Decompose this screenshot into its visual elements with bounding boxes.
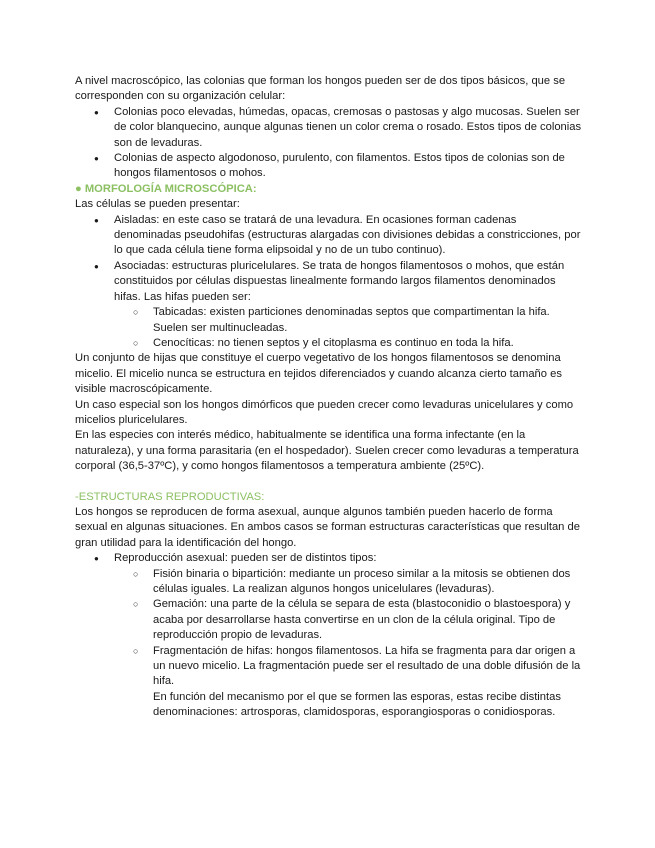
micelio-paragraph: Un conjunto de hijas que constituye el cuerpo vegetativo de los hongos filamentosos se denomina micelio. El micelio nunca se estructura en tejidos diferenciados y cuando alcanza cierto tamaño es visible macroscópicamente.: [75, 352, 562, 396]
list-item: [75, 259, 585, 305]
list-item: ● Colonias de aspecto algodonoso, purulento, con filamentos. Estos tipos de colonias son de hongos filamentosos o mohos.: [75, 151, 585, 182]
sub-list-item: ○ Cenocíticas: no tienen septos y el citoplasma es continuo en toda la hifa.: [75, 336, 585, 351]
asexual-note: En función del mecanismo por el que se formen las esporas, estas recibe distintas denominaciones: artrosporas, clamidosporas, esporangiosporas o conidiosporas.: [153, 690, 561, 719]
section-heading-estructuras: -ESTRUCTURAS REPRODUCTIVAS:: [75, 490, 265, 503]
dimorficos-paragraph: Un caso especial son los hongos dimórficos que pueden crecer como levaduras unicelulares y como micelios pluricelulares.: [75, 398, 574, 426]
repro-intro-paragraph: Los hongos se reproducen de forma asexual, aunque algunos también pueden hacerlo de forma sexual en algunas situaciones. En ambos casos se forman estructuras características que resultan de gran utilidad para la identificación del hongo.: [75, 505, 580, 549]
asexual-types-list: [75, 567, 585, 690]
sub-list-item: ○ Gemación: una parte de la célula se separa de esta (blastoconidio o blastoespora) y acaba por desarrollarse hasta convertirse en un clon de la célula original. Tipo de reproducción propio de levaduras.: [75, 597, 585, 643]
colony-types-list: [75, 105, 585, 182]
intro-paragraph: A nivel macroscópico, las colonias que forman los hongos pueden ser de dos tipos básicos, que se corresponden con su organización celular:: [75, 75, 566, 103]
especies-paragraph: En las especies con interés médico, habitualmente se identifica una forma infectante (en la naturaleza), y una forma parasitaria (en el hospedador). Suelen crecer como levaduras a temperatura corporal (36,5-37ºC), y como hongos filamentosos a temperatura ambiente (25ºC).: [75, 429, 579, 473]
section-heading-morfologia: ● MORFOLOGÍA MICROSCÓPICA:: [75, 182, 257, 195]
cells-intro: Las células se pueden presentar:: [75, 198, 240, 211]
sub-list-item: ○ Fragmentación de hifas: hongos filamentosos. La hifa se fragmenta para dar origen a un nuevo micelio. La fragmentación puede ser el resultado de una doble difusión de la hifa.: [75, 644, 585, 690]
list-item: ● Aisladas: en este caso se tratará de una levadura. En ocasiones forman cadenas denominadas pseudohifas (estructuras alargadas con divisiones debidas a constricciones, por lo que cada célula tiene forma elipsoidal y no de un tubo continuo).: [75, 213, 585, 259]
cell-types-list: [75, 213, 585, 305]
sub-list-item: ○ Tabicadas: existen particiones denominadas septos que compartimentan la hifa. Suelen ser multinucleadas.: [75, 305, 585, 336]
sub-list-item: ○ Fisión binaria o bipartición: mediante un proceso similar a la mitosis se obtienen dos células iguales. La realizan algunos hongos unicelulares (levaduras).: [75, 567, 585, 598]
list-item: ● Reproducción asexual: pueden ser de distintos tipos:: [75, 551, 585, 566]
repro-list: [75, 551, 585, 566]
document-page: [75, 74, 585, 721]
list-item: ● Colonias poco elevadas, húmedas, opacas, cremosas o pastosas y algo mucosas. Suelen ser de color blanquecino, aunque algunas tienen un color crema o rosado. Estos tipos de colonias son de levaduras.: [75, 105, 585, 151]
hifa-types-list: [75, 305, 585, 351]
list-item-text: Asociadas: estructuras pluricelulares. Se trata de hongos filamentosos o mohos, que están constituidos por células dispuestas linealmente formando largos filamentos denominados hifas. Las hifas pueden ser:: [114, 259, 565, 303]
